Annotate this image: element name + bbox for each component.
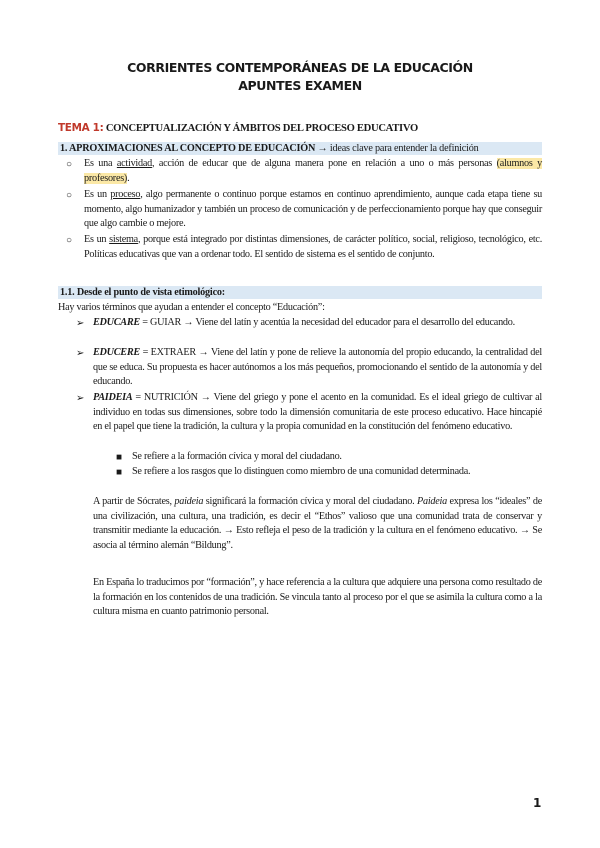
arrow-bullet-icon: ➢	[76, 348, 85, 359]
section-1-1-heading: 1.1. Desde el punto de vista etimológico:	[58, 286, 542, 299]
arrow-bullet-icon: ➢	[76, 393, 85, 404]
page-number: 1	[533, 796, 542, 810]
subbullet-civica: Se refiere a la formación cívica y moral del ciudadano.	[132, 451, 342, 462]
term-educare: EDUCARE = GUIAR → Viene del latín y acentúa la necesidad del educador para el desarrollo del educando.	[93, 317, 515, 328]
bullet-proceso: Es un proceso, algo permanente o continuo porque estamos en continuo aprendimiento, aunque cada etapa tiene su momento, algo humanizador y también un proceso de comunicación y de perfeccionamiento porque hay que conseguir que algo cambie o mejore.	[84, 189, 543, 230]
term-paideia: PAIDEIA = NUTRICIÓN → Viene del griego y pone el acento en la comunidad. Es el ideal griego de cultivar al individuo en todas sus dimensiones, sobre todo la dimensión comunitaria de este proceso educativo. Hace hincapié en el papel que tiene la tradición, la cultura y la propia comunidad en la constitución del fenómeno educativo.	[93, 392, 542, 433]
document-subtitle: APUNTES EXAMEN	[238, 78, 362, 93]
bullet-sistema: Es un sistema, porque está integrado por distintas dimensiones, de carácter político, social, religioso, tecnológico, etc. Políticas educativas que van a ordenar todo. El sentido de sistema es el sentido de conjunto.	[84, 234, 542, 260]
tema-number: TEMA 1:	[58, 122, 104, 134]
term-educere: EDUCERE = EXTRAER → Viene del latín y pone de relieve la autonomía del propio educando, la centralidad del que se educa. Su propuesta es hacer autónomos a los más pequeños, promocionando el sentido de la autonomía y del educando.	[93, 347, 542, 388]
section-1-heading	[58, 142, 542, 155]
bullet-circle-icon: ○	[66, 235, 73, 246]
paragraph-espana: En España lo traducimos por “formación”, y hace referencia a la cultura que adquiere una persona como resultado de la formación en los contenidos de una tradición. Se vincula tanto al proceso por el que se asimila la cultura como a la cultura misma en cuanto patrimonio personal.	[93, 577, 542, 618]
section-1-title: 1. APROXIMACIONES AL CONCEPTO DE EDUCACIÓN	[60, 143, 316, 154]
bullet-actividad: Es una actividad, acción de educar que de alguna manera pone en relación a uno o más personas (alumnos y profesores).	[84, 158, 543, 184]
square-bullet-icon: ■	[116, 452, 123, 463]
bullet-circle-icon: ○	[66, 159, 73, 170]
square-bullet-icon: ■	[116, 467, 123, 478]
tema-heading	[58, 122, 418, 134]
arrow-bullet-icon: ➢	[76, 318, 85, 329]
etymology-intro: Hay varios términos que ayudan a entender el concepto “Educación”:	[58, 302, 325, 313]
tema-title: CONCEPTUALIZACIÓN Y ÁMBITOS DEL PROCESO EDUCATIVO	[103, 123, 418, 134]
section-1-note: → ideas clave para entender la definición	[315, 143, 479, 154]
paragraph-socrates: A partir de Sócrates, paideia significará la formación cívica y moral del ciudadano. Paideia expresa los “ideales” de una civilización, una cultura, una tradición, es decir el “Ethos” valioso que una comunidad trata de conservar y transmitir mediante la educación. → Esto refleja el peso de la tradición y la cultura en el fenómeno educativo. → Se asocia al término alemán “Bildung”.	[93, 496, 542, 551]
subbullet-rasgos: Se refiere a los rasgos que lo distinguen como miembro de una comunidad determinada.	[132, 466, 471, 477]
document-title: CORRIENTES CONTEMPORÁNEAS DE LA EDUCACIÓN	[127, 60, 473, 75]
bullet-circle-icon: ○	[66, 190, 73, 201]
highlight-alumnos: (alumnos y profesores)	[84, 158, 543, 184]
